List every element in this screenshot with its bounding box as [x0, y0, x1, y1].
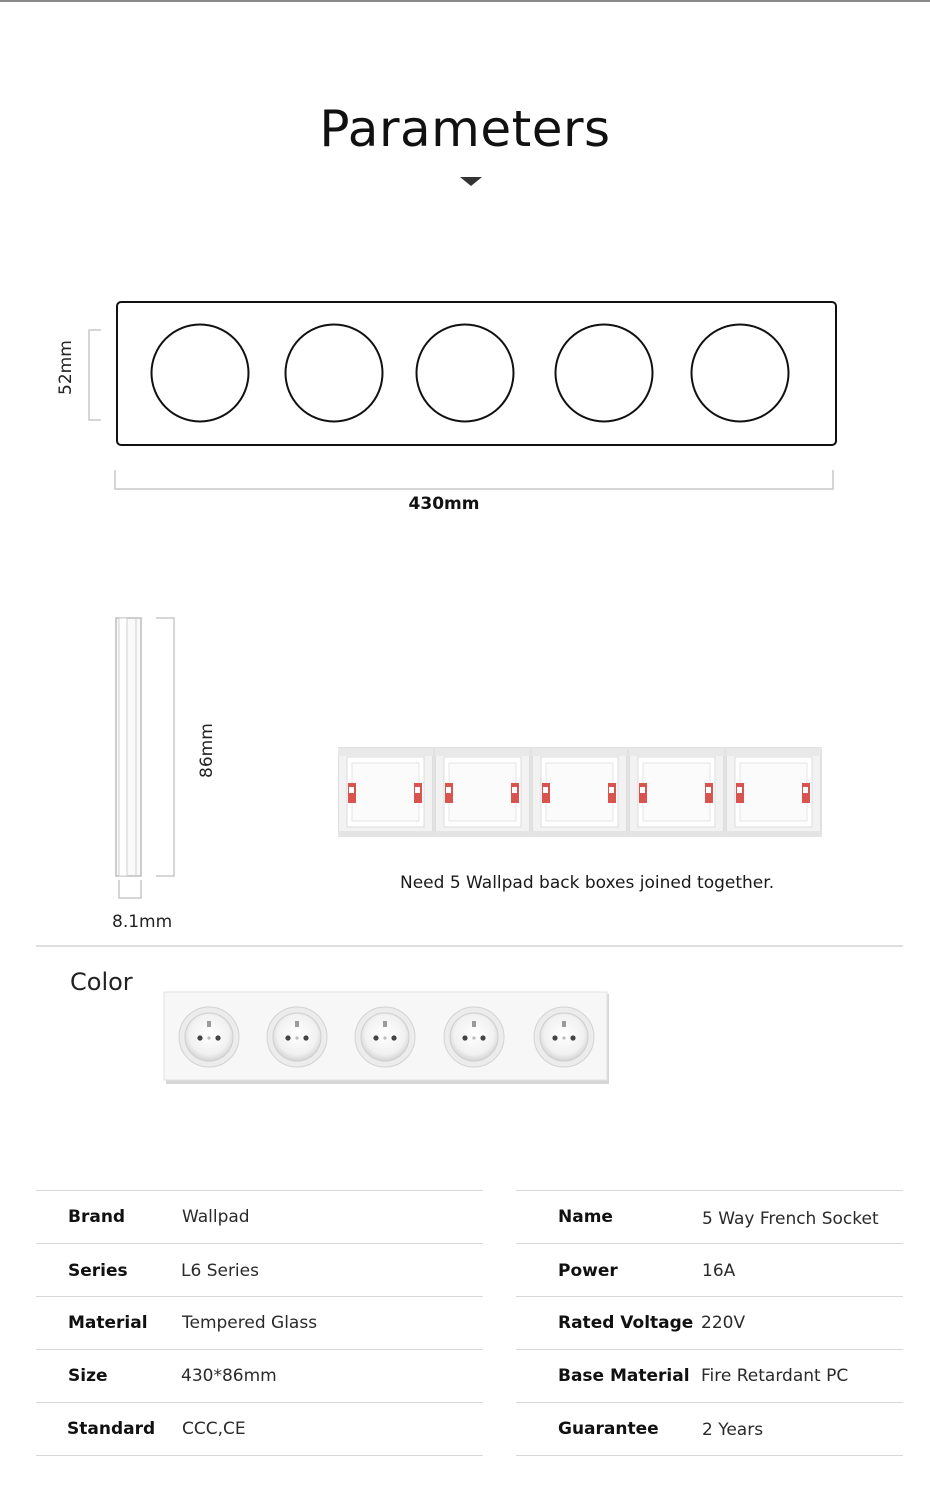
- spec-key: Power: [558, 1261, 618, 1281]
- spec-key: Guarantee: [558, 1419, 659, 1439]
- spec-value: Wallpad: [182, 1207, 250, 1227]
- table-row: [36, 1350, 483, 1403]
- top-divider: [0, 0, 930, 2]
- page-title: Parameters: [319, 100, 611, 158]
- section-divider: [36, 945, 903, 947]
- caret-down-icon: [460, 177, 482, 186]
- spec-key: Base Material: [558, 1366, 690, 1386]
- spec-key: Standard: [67, 1419, 156, 1439]
- spec-value: L6 Series: [181, 1261, 259, 1281]
- side-height-label: 86mm: [197, 723, 217, 778]
- french-socket: [267, 1007, 327, 1067]
- french-socket: [355, 1007, 415, 1067]
- back-box: [629, 748, 724, 837]
- back-boxes-image: [338, 745, 823, 840]
- spec-value: 2 Years: [702, 1420, 764, 1440]
- spec-key: Brand: [68, 1207, 126, 1227]
- table-row: [36, 1403, 483, 1456]
- french-socket: [444, 1007, 504, 1067]
- panel-height-label: 52mm: [56, 340, 76, 395]
- color-label: Color: [70, 968, 133, 996]
- table-row: [516, 1403, 903, 1456]
- spec-key: Material: [68, 1313, 148, 1333]
- spec-table-right: [516, 1190, 903, 1456]
- spec-table-left: [36, 1190, 483, 1456]
- spec-value: 430*86mm: [181, 1366, 277, 1386]
- back-box-note: Need 5 Wallpad back boxes joined together.: [400, 873, 775, 893]
- back-box: [338, 748, 433, 837]
- spec-value: 16A: [702, 1261, 736, 1281]
- spec-value: Fire Retardant PC: [701, 1366, 849, 1386]
- table-row: [516, 1350, 903, 1403]
- table-row: [516, 1191, 903, 1244]
- spec-value: 220V: [701, 1313, 746, 1333]
- back-box: [532, 748, 627, 837]
- spec-key: Series: [68, 1261, 128, 1281]
- table-row: [36, 1297, 483, 1350]
- spec-value: CCC,CE: [182, 1419, 246, 1439]
- color-swatch-white-panel[interactable]: [160, 990, 615, 1090]
- front-dimension-drawing: [0, 290, 930, 500]
- table-row: [36, 1244, 483, 1297]
- table-row: [516, 1297, 903, 1350]
- back-box: [726, 748, 821, 837]
- spec-key: Size: [68, 1366, 108, 1386]
- table-row: [36, 1191, 483, 1244]
- spec-value: 5 Way French Socket: [702, 1209, 879, 1229]
- back-box: [435, 748, 530, 837]
- side-profile-drawing: [100, 610, 200, 905]
- side-depth-label: 8.1mm: [112, 912, 173, 932]
- table-row: [516, 1244, 903, 1297]
- panel-outline: [117, 302, 836, 445]
- spec-key: Name: [558, 1207, 613, 1227]
- french-socket: [534, 1007, 594, 1067]
- french-socket: [179, 1007, 239, 1067]
- spec-value: Tempered Glass: [182, 1313, 318, 1333]
- panel-width-label: 430mm: [408, 494, 480, 514]
- spec-key: Rated Voltage: [558, 1313, 694, 1333]
